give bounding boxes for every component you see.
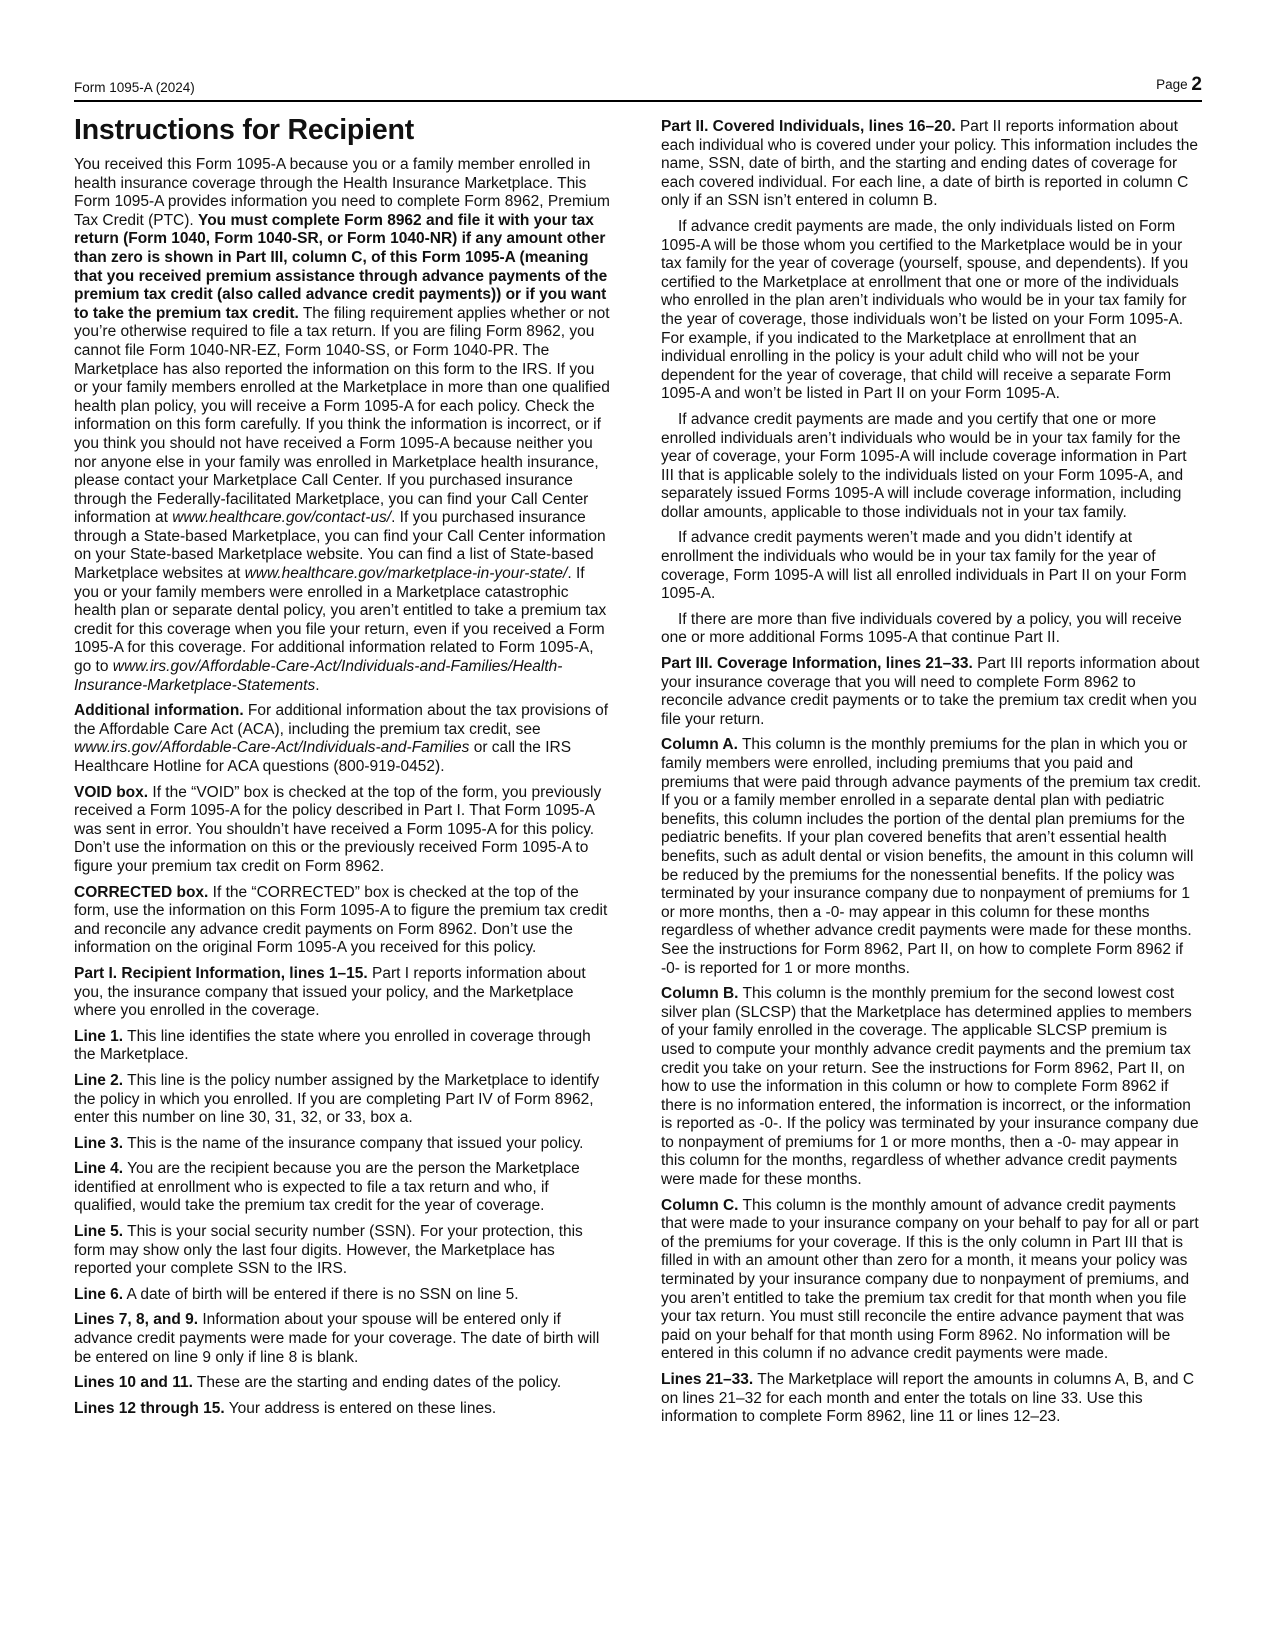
lines-12-15-paragraph: Lines 12 through 15. Your address is entered on these lines. <box>74 1399 497 1417</box>
part-2-advance-payments-paragraph: If advance credit payments are made, the only individuals listed on Form 1095-A will be those whom you certified to the Marketplace would be in your tax family for the year of coverage (yourself, spouse, and dependents). If you certified to the Marketplace at enrollment that one or more of the individuals who enrolled in the plan aren’t individuals who would be in your tax family for the year of coverage, those individuals won’t be listed on your Form 1095-A. For example, if you indicated to the Marketplace at enrollment that an individual enrolling in the policy is your adult child who will not be your dependent for the year of coverage, that child will receive a separate Form 1095-A and won’t be listed in Part II on your Form 1095-A. <box>661 217 1189 403</box>
lines-21-33-paragraph: Lines 21–33. The Marketplace will report the amounts in columns A, B, and C on lines 21–32 for each month and enter the totals on line 33. Use this information to complete Form 8962, line 11 or lines 12–23. <box>661 1371 1195 1426</box>
part-2-certify-paragraph: If advance credit payments are made and you certify that one or more enrolled individuals aren’t individuals who would be in your tax family for the year of coverage, your Form 1095-A will include coverage information in Part III that is applicable solely to the individuals listed on your Form 1095-A, and separately issued Forms 1095-A will include coverage information, including dollar amounts, applicable to those individuals not in your tax family. <box>661 410 1187 521</box>
line-2-paragraph: Line 2. This line is the policy number assigned by the Marketplace to identify the policy in which you enrolled. If you are completing Part IV of Form 8962, enter this number on line 30, 31, 32, or 33, box a. <box>74 1071 600 1127</box>
line-5-paragraph: Line 5. This is your social security number (SSN). For your protection, this form may show only the last four digits. However, the Marketplace has reported your complete SSN to the IRS. <box>74 1223 583 1278</box>
line-6-paragraph: Line 6. A date of birth will be entered if there is no SSN on line 5. <box>74 1285 519 1303</box>
line-3-paragraph: Line 3. This is the name of the insurance company that issued your policy. <box>74 1134 584 1152</box>
link-marketplace-in-your-state[interactable]: www.healthcare.gov/marketplace-in-your-state/ <box>244 565 568 583</box>
right-column <box>661 118 1202 1434</box>
column-b-paragraph: Column B. This column is the monthly premium for the second lowest cost silver plan (SLCSP) that the Marketplace has determined applies to members of your family enrolled in the coverage. The applicable SLCSP premium is used to compute your monthly advance credit payments and the premium tax credit you take on your return. See the instructions for Form 8962, Part II, on how to use the information in this column or how to complete Form 8962 if there is no information entered, the information is incorrect, or the information is reported as -0-. If the policy was terminated by your insurance company due to nonpayment of premiums for 1 or more months, then a -0- may appear in this column for the months, regardless of whether advance credit payments were made for these months. <box>661 985 1199 1189</box>
page-number-label: Page 2 <box>1156 74 1202 95</box>
additional-information-paragraph: Additional information. For additional information about the tax provisions of the Affordable Care Act (ACA), including the premium tax credit, see www.irs.gov/Affordable-Care-Act/Individuals-and-Families or call the IRS Healthcare Hotline for ACA questions (800-919-0452). <box>74 702 609 775</box>
column-a-paragraph: Column A. This column is the monthly premiums for the plan in which you or family members were enrolled, including premiums that you paid and premiums that were paid through advance payments of the premium tax credit. If you or a family member enrolled in a separate dental plan with pediatric benefits, this column includes the portion of the dental plan premiums for the pediatric benefits. If your plan covered benefits that aren’t essential health benefits, such as adult dental or vision benefits, the amount in this column will be reduced by the premiums for the nonessential benefits. If the policy was terminated by your insurance company due to nonpayment of premiums for 1 or more months, then a -0- may appear in this column for these months regardless of whether advance credit payments were made for these months. See the instructions for Form 8962, Part II, on how to complete Form 8962 if -0- is reported for 1 or more months. <box>661 736 1202 977</box>
lines-7-8-9-paragraph: Lines 7, 8, and 9. Information about your spouse will be entered only if advance credit payments were made for your coverage. The date of birth will be entered on line 9 only if line 8 is blank. <box>74 1311 600 1366</box>
page-number: 2 <box>1191 74 1202 95</box>
line-4-paragraph: Line 4. You are the recipient because you are the person the Marketplace identified at enrollment who is expected to file a tax return and who, if qualified, would take the premium tax credit for the year of coverage. <box>74 1160 580 1215</box>
left-column <box>74 112 612 1425</box>
part-3-paragraph: Part III. Coverage Information, lines 21–33. Part III reports information about your insurance coverage that you will need to complete Form 8962 to reconcile advance credit payments or to take the premium tax credit when you file your return. <box>661 655 1200 728</box>
part-2-more-than-five-paragraph: If there are more than five individuals covered by a policy, you will receive one or more additional Forms 1095-A that continue Part II. <box>661 610 1182 647</box>
intro-paragraph: You received this Form 1095-A because you or a family member enrolled in health insurance coverage through the Health Insurance Marketplace. This Form 1095-A provides information you need to complete Form 8962, Premium Tax Credit (PTC). You must complete Form 8962 and file it with your tax return (Form 1040, Form 1040-SR, or Form 1040-NR) if any amount other than zero is shown in Part III, column C, of this Form 1095-A (meaning that you received premium assistance through advance payments of the premium tax credit (also called advance credit payments)) or if you want to take the premium tax credit. The filing requirement applies whether or not you’re otherwise required to file a tax return. If you are filing Form 8962, you cannot file Form 1040-NR-EZ, Form 1040-SS, or Form 1040-PR. The Marketplace has also reported the information on this form to the IRS. If you or your family members enrolled at the Marketplace in more than one qualified health plan policy, you will receive a Form 1095-A for each policy. Check the information on this form carefully. If you think the information is incorrect, or if you think you should not have received a Form 1095-A because neither you nor anyone else in your family was enrolled in Marketplace health insurance, please contact your Marketplace Call Center. If you purchased insurance through the Federally-facilitated Marketplace, you can find your Call Center information at www.healthcare.gov/contact-us/. If you purchased insurance through a State-based Marketplace, you can find your Call Center information on your State-based Marketplace website. You can find a list of State-based Marketplace websites at www.healthcare.gov/marketplace-in-your-state/. If you or your family members were enrolled in a Marketplace catastrophic health plan or separate dental policy, you aren’t entitled to take a premium tax credit for this coverage when you file your return, even if you received a Form 1095-A for this coverage. For additional information related to Form 1095-A, go to www.irs.gov/Affordable-Care-Act/Individuals-and-Families/Health-Insurance-Marketplace-Statements. <box>74 156 610 694</box>
form-identifier: Form 1095-A (2024) <box>74 80 195 95</box>
lines-10-11-paragraph: Lines 10 and 11. These are the starting and ending dates of the policy. <box>74 1374 562 1392</box>
line-1-paragraph: Line 1. This line identifies the state where you enrolled in coverage through the Marketplace. <box>74 1027 591 1064</box>
part-2-no-advance-paragraph: If advance credit payments weren’t made and you didn’t identify at enrollment the individuals who would be in your tax family for the year of coverage, Form 1095-A will list all enrolled individuals in Part II on your Form 1095-A. <box>661 529 1187 603</box>
part-1-paragraph: Part I. Recipient Information, lines 1–15. Part I reports information about you, the insurance company that issued your policy, and the Marketplace where you enrolled in the coverage. <box>74 964 586 1020</box>
corrected-box-paragraph: CORRECTED box. If the “CORRECTED” box is checked at the top of the form, use the information on this Form 1095-A to figure the premium tax credit and reconcile any advance credit payments on Form 8962. Don’t use the information on the original Form 1095-A you received for this policy. <box>74 883 608 957</box>
link-contact-us[interactable]: www.healthcare.gov/contact-us/ <box>172 509 392 527</box>
link-aca-individuals[interactable]: www.irs.gov/Affordable-Care-Act/Individuals-and-Families <box>74 739 470 757</box>
link-marketplace-statements[interactable]: www.irs.gov/Affordable-Care-Act/Individuals-and-Families/Health-Insurance-Marketplace-Statements <box>74 658 563 694</box>
page-header <box>74 74 1202 102</box>
page-title: Instructions for Recipient <box>74 114 415 146</box>
column-c-paragraph: Column C. This column is the monthly amount of advance credit payments that were made to your insurance company on your behalf to pay for all or part of the premiums for your coverage. If this is the only column in Part III that is filled in with an amount other than zero for a month, it means your policy was terminated by your insurance company due to nonpayment of premiums, and you aren’t entitled to take the premium tax credit for that month when you file your tax return. You must still reconcile the entire advance payment that was paid on your behalf for that month using Form 8962. No information will be entered in this column if no advance credit payments were made. <box>661 1196 1199 1363</box>
part-2-paragraph: Part II. Covered Individuals, lines 16–20. Part II reports information about each individual who is covered under your policy. This information includes the name, SSN, date of birth, and the starting and ending dates of coverage for each covered individual. For each line, a date of birth is reported in column C only if an SSN isn’t entered in column B. <box>661 118 1199 210</box>
void-box-paragraph: VOID box. If the “VOID” box is checked at the top of the form, you previously received a Form 1095-A for the policy described in Part I. That Form 1095-A was sent in error. You shouldn’t have received a Form 1095-A for this policy. Don’t use the information on this or the previously received Form 1095-A to figure your premium tax credit on Form 8962. <box>74 783 602 875</box>
